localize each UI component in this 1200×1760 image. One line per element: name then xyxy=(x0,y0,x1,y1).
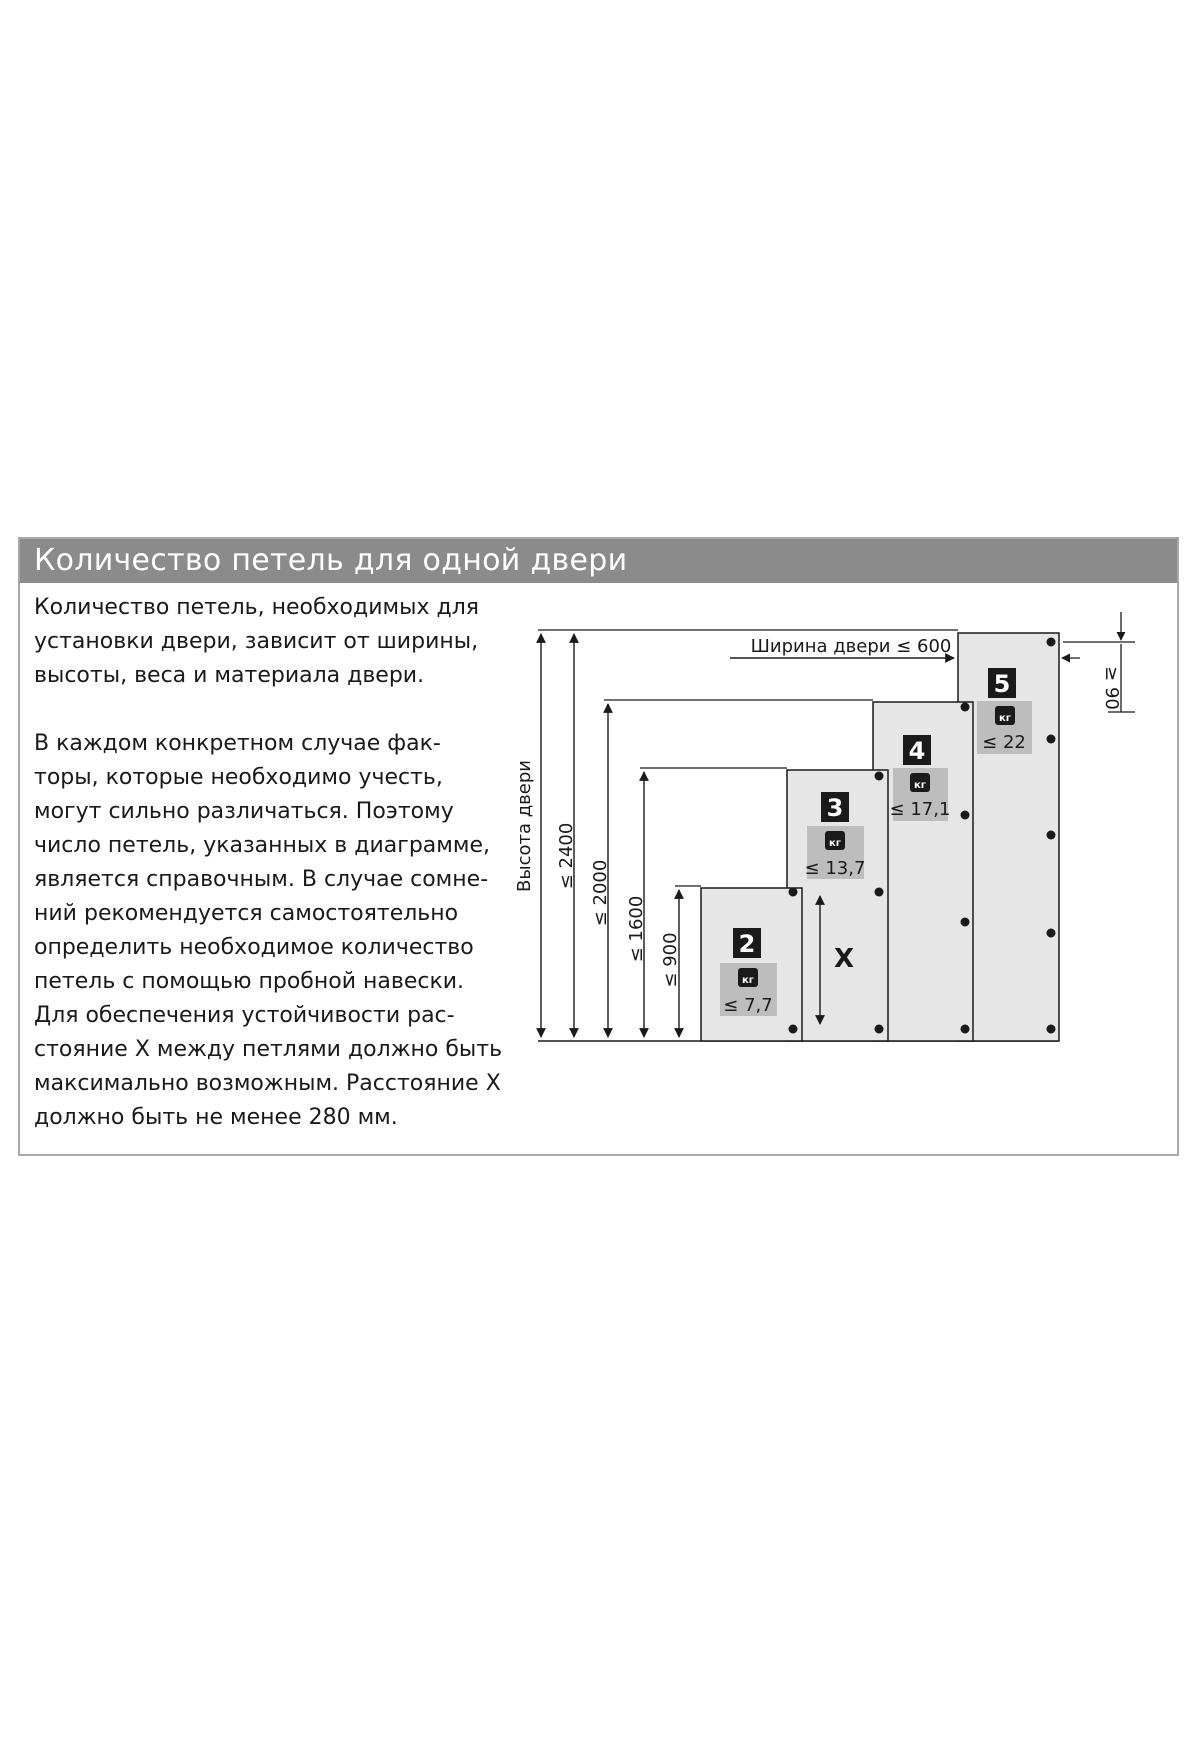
hinge-dot xyxy=(1047,831,1056,840)
text-line: петель с помощью пробной навески. xyxy=(34,969,465,994)
weight-unit: кг xyxy=(741,975,755,986)
edge-distance-label: ≥ 90 xyxy=(1101,666,1122,710)
text-line: Количество петель, необходимых для xyxy=(34,595,480,620)
weight-limit-2: ≤ 7,7 xyxy=(723,995,773,1016)
hinge-dot xyxy=(875,772,884,781)
height-axis-label: Высота двери xyxy=(514,760,535,892)
hinge-dot xyxy=(875,1025,884,1034)
text-line: торы, которые необходимо учесть, xyxy=(34,765,443,790)
weight-unit: кг xyxy=(998,713,1012,724)
text-line: установки двери, зависит от ширины, xyxy=(34,629,479,654)
hinge-dot xyxy=(1047,929,1056,938)
hinge-count-4: 4 xyxy=(908,737,926,765)
height-label-2400: ≤ 2400 xyxy=(556,822,577,890)
hinge-dot xyxy=(961,918,970,927)
text-line: стояние X между петлями должно быть xyxy=(34,1037,503,1062)
width-label: Ширина двери ≤ 600 xyxy=(750,636,952,657)
text-line: максимально возможным. Расстояние X xyxy=(34,1071,501,1096)
hinge-dot xyxy=(1047,735,1056,744)
weight-limit-3: ≤ 13,7 xyxy=(804,858,866,879)
text-line: определить необходимое количество xyxy=(34,935,474,960)
hinge-count-5: 5 xyxy=(993,670,1011,698)
text-line: должно быть не менее 280 мм. xyxy=(34,1105,398,1130)
weight-limit-4: ≤ 17,1 xyxy=(889,799,951,820)
x-distance-label: X xyxy=(834,944,855,974)
weight-unit: кг xyxy=(828,838,842,849)
hinge-dot xyxy=(1047,1025,1056,1034)
text-line: ний рекомендуется самостоятельно xyxy=(34,901,459,926)
text-line: число петель, указанных в диаграмме, xyxy=(34,833,490,858)
height-label-1600: ≤ 1600 xyxy=(626,895,647,963)
text-line: высоты, веса и материала двери. xyxy=(34,663,425,688)
text-line: В каждом конкретном случае фак- xyxy=(34,731,441,756)
hinge-count-2: 2 xyxy=(738,930,756,958)
hinge-dot xyxy=(875,888,884,897)
hinge-dot xyxy=(789,888,798,897)
hinge-dot xyxy=(789,1025,798,1034)
text-line: является справочным. В случае сомне- xyxy=(34,867,489,892)
hinge-dot xyxy=(961,703,970,712)
weight-limit-5: ≤ 22 xyxy=(982,732,1026,753)
panel-title: Количество петель для одной двери xyxy=(34,543,628,578)
hinge-dot xyxy=(961,1025,970,1034)
height-label-900: ≤ 900 xyxy=(660,932,681,988)
hinge-count-3: 3 xyxy=(826,794,844,822)
text-line: могут сильно различаться. Поэтому xyxy=(34,799,454,824)
text-line: Для обеспечения устойчивости рас- xyxy=(34,1003,455,1028)
height-label-2000: ≤ 2000 xyxy=(590,859,611,927)
hinge-dot xyxy=(1047,638,1056,647)
edge-dimension xyxy=(1062,612,1135,712)
hinge-dot xyxy=(961,811,970,820)
weight-unit: кг xyxy=(913,780,927,791)
